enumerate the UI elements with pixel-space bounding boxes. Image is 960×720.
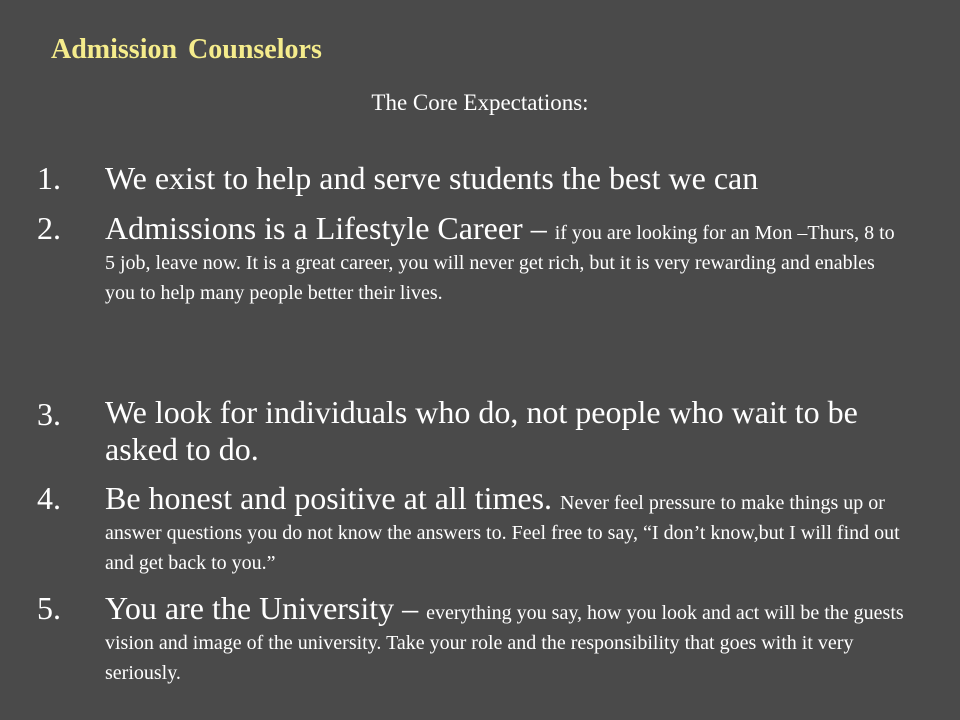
item-lead: You are the University – [105, 590, 427, 626]
item-text [105, 476, 907, 579]
item-lead: We look for individuals who do, not people who wait to be asked to do. [105, 394, 858, 467]
item-detail: Never feel pressure to make things up or answer questions you do not know the answers to. Feel free to say, “I don’t know,but I will find out and get back to you.” [105, 492, 900, 574]
item-text [105, 586, 907, 689]
item-detail: everything you say, how you look and act will be the guests vision and image of the university. Take your role and the responsibility that goes with it very seriously. [105, 602, 904, 684]
item-text [105, 206, 907, 309]
list-item [37, 586, 907, 689]
expectations-list [37, 158, 907, 689]
item-text [105, 158, 907, 198]
list-item [37, 206, 907, 394]
list-item [37, 394, 907, 476]
item-number: 4. [37, 480, 61, 516]
item-detail: if you are looking for an Mon –Thurs, 8 to 5 job, leave now. It is a great career, you will never get rich, but it is very rewarding and enables you to help many people better their lives. [105, 222, 895, 304]
item-number: 2. [37, 210, 61, 246]
item-number: 5. [37, 590, 61, 626]
item-lead: Admissions is a Lifestyle Career – [105, 210, 555, 246]
item-text [105, 394, 907, 468]
slide-title: Admission Counselors [51, 34, 322, 65]
item-lead: We exist to help and serve students the best we can [105, 160, 759, 196]
slide-subtitle: The Core Expectations: [371, 90, 589, 115]
list-item [37, 476, 907, 586]
list-item [37, 158, 907, 206]
item-number: 1. [37, 160, 61, 196]
item-lead: Be honest and positive at all times. [105, 480, 561, 516]
item-number: 3. [37, 396, 61, 432]
